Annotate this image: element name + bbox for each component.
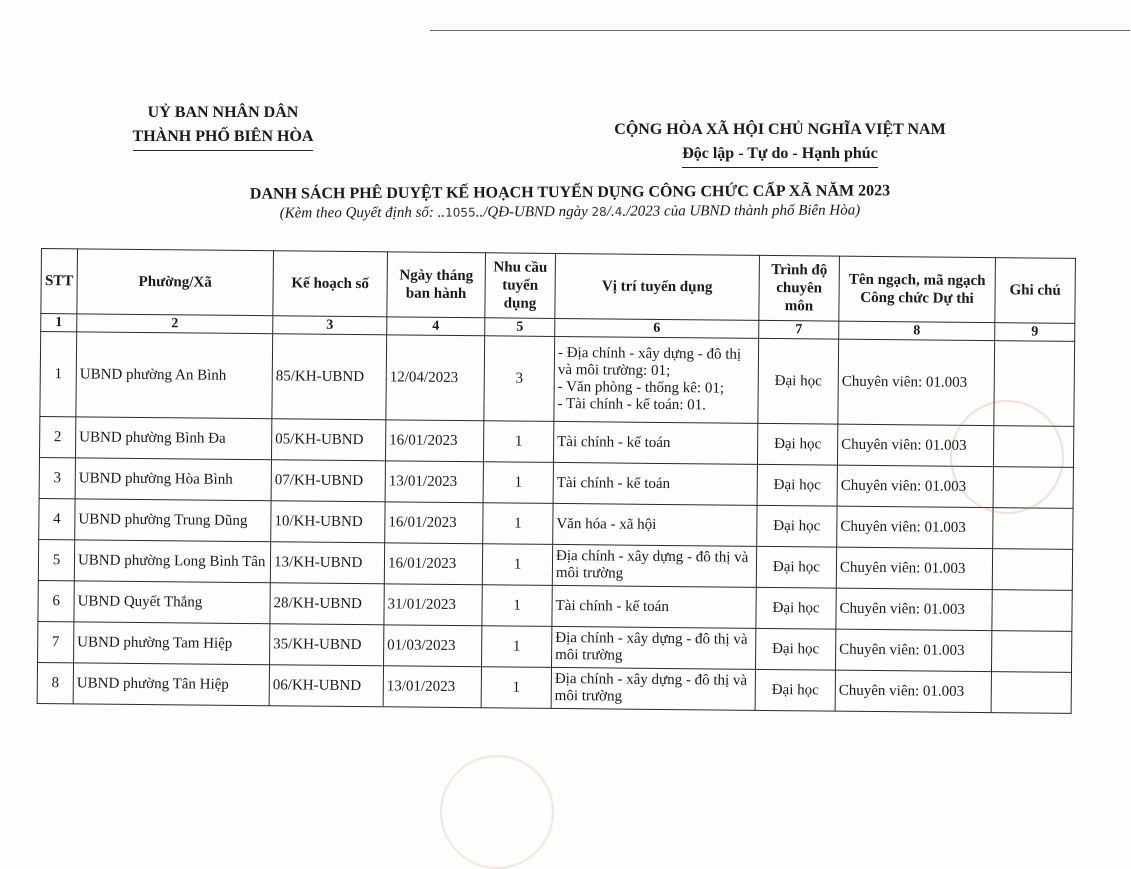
- cell-date: 12/04/2023: [386, 335, 485, 421]
- recruitment-table: [37, 248, 1076, 714]
- cell-need: 1: [482, 585, 552, 627]
- cell-position: Địa chính - xây dựng - đô thị và môi trường: [552, 544, 756, 587]
- colnum: 2: [77, 314, 273, 334]
- cell-need: 1: [483, 462, 553, 504]
- decision-number: 1055: [445, 205, 476, 220]
- cell-stt: 6: [38, 580, 74, 621]
- faded-seal-mark: [950, 400, 1064, 514]
- issuer-header: [108, 101, 338, 151]
- decision-month: 4: [614, 204, 623, 219]
- cell-ward: UBND Quyết Thắng: [74, 581, 270, 624]
- cell-need: 1: [482, 626, 552, 668]
- cell-need: 1: [483, 503, 553, 545]
- table-header-row: [41, 249, 1076, 324]
- cell-level: Đại học: [756, 546, 836, 588]
- cell-date: 13/01/2023: [385, 461, 483, 503]
- cell-note: [992, 549, 1072, 591]
- header-need: Nhu cầu tuyển dụng: [485, 253, 556, 319]
- cell-need: 1: [481, 667, 551, 709]
- cell-level: Đại học: [757, 505, 837, 547]
- cell-plan: 05/KH-UBND: [271, 419, 385, 461]
- header-position: Vị trí tuyển dụng: [555, 253, 760, 320]
- cell-position: Tài chính - kế toán: [553, 462, 757, 505]
- issuer-line-1: UỶ BAN NHÂN DÂN: [147, 104, 299, 121]
- cell-ward: UBND phường Tam Hiệp: [74, 622, 270, 665]
- cell-level: Đại học: [757, 423, 837, 465]
- faded-seal-mark-bottom: [440, 755, 554, 869]
- cell-plan: 07/KH-UBND: [271, 460, 385, 502]
- cell-plan: 10/KH-UBND: [271, 501, 385, 543]
- national-title: CỘNG HÒA XÃ HỘI CHỦ NGHĨA VIỆT NAM: [614, 121, 946, 138]
- cell-level: Đại học: [758, 338, 839, 424]
- position-line: - Tài chính - kế toán: 01.: [557, 395, 707, 414]
- colnum: 5: [485, 318, 555, 337]
- header-note: Ghi chú: [995, 258, 1076, 324]
- position-line: - Văn phòng - thống kê: 01;: [557, 378, 725, 397]
- header-level: Trình độ chuyên môn: [759, 255, 840, 321]
- cell-plan: 35/KH-UBND: [270, 624, 384, 666]
- national-header: [590, 118, 970, 168]
- cell-note: [991, 631, 1071, 673]
- cell-rank: Chuyên viên: 01.003: [837, 424, 993, 466]
- colnum: 6: [555, 318, 759, 338]
- colnum: 3: [273, 316, 387, 335]
- colnum: 4: [387, 317, 485, 336]
- cell-rank: Chuyên viên: 01.003: [836, 588, 992, 630]
- cell-stt: 4: [39, 498, 75, 539]
- colnum: 9: [995, 323, 1075, 342]
- document-title: DANH SÁCH PHÊ DUYỆT KẾ HOẠCH TUYỂN DỤNG CÔNG CHỨC CẤP XÃ NĂM 2023: [249, 182, 891, 203]
- cell-note: [991, 672, 1071, 714]
- top-rule: [430, 30, 1130, 31]
- cell-stt: 8: [37, 662, 73, 703]
- position-line: - Địa chính - xây dựng - đô thị và môi trường: 01;: [557, 344, 742, 380]
- cell-need: 1: [483, 421, 553, 463]
- cell-plan: 85/KH-UBND: [272, 334, 387, 420]
- cell-plan: 13/KH-UBND: [270, 542, 384, 584]
- table-row: [40, 332, 1075, 427]
- cell-date: 01/03/2023: [384, 625, 482, 667]
- cell-ward: UBND phường Hòa Bình: [75, 458, 271, 501]
- cell-date: 16/01/2023: [384, 543, 482, 585]
- cell-rank: Chuyên viên: 01.003: [837, 506, 993, 548]
- cell-position: Tài chính - kế toán: [553, 421, 757, 464]
- cell-rank: Chuyên viên: 01.003: [835, 629, 991, 671]
- cell-date: 31/01/2023: [384, 584, 482, 626]
- cell-stt: 7: [38, 621, 74, 662]
- colnum: 8: [839, 321, 995, 340]
- recruitment-table-wrapper: [37, 248, 1091, 714]
- decision-day: 28: [591, 204, 607, 219]
- header-stt: STT: [41, 249, 78, 314]
- cell-ward: UBND phường Long Bình Tân: [74, 540, 270, 583]
- cell-need: 1: [482, 544, 552, 586]
- national-motto: Độc lập - Tự do - Hạnh phúc: [682, 142, 878, 168]
- colnum: 1: [41, 314, 77, 332]
- issuer-line-2: THÀNH PHỐ BIÊN HÒA: [133, 125, 314, 151]
- cell-ward: UBND phường Trung Dũng: [75, 499, 271, 542]
- header-plan: Kế hoạch số: [273, 251, 388, 317]
- cell-rank: Chuyên viên: 01.003: [836, 547, 992, 589]
- cell-plan: 28/KH-UBND: [270, 583, 384, 625]
- colnum: 7: [759, 320, 839, 339]
- cell-ward: UBND phường An Bình: [76, 332, 273, 419]
- cell-need: 3: [484, 336, 555, 422]
- document-subtitle: (Kèm theo Quyết định số: ..1055../QĐ-UBND ngày 28/.4./2023 của UBND thành phố Biên Hòa): [279, 202, 861, 222]
- cell-rank: Chuyên viên: 01.003: [838, 339, 995, 425]
- header-date: Ngày tháng ban hành: [387, 252, 486, 318]
- cell-rank: Chuyên viên: 01.003: [837, 465, 993, 507]
- cell-ward: UBND phường Bình Đa: [75, 417, 271, 460]
- cell-ward: UBND phường Tân Hiệp: [73, 663, 269, 706]
- cell-position: Địa chính - xây dựng - đô thị và môi trường: [551, 626, 755, 669]
- cell-stt: 5: [38, 539, 74, 580]
- cell-date: 13/01/2023: [383, 666, 481, 708]
- table-row: [37, 662, 1071, 713]
- header-rank: Tên ngạch, mã ngạch Công chức Dự thi: [839, 256, 996, 322]
- header-ward: Phường/Xã: [77, 249, 274, 316]
- cell-level: Đại học: [755, 669, 835, 711]
- cell-level: Đại học: [755, 628, 835, 670]
- cell-date: 16/01/2023: [385, 420, 483, 462]
- cell-stt: 1: [40, 332, 77, 417]
- cell-stt: 2: [39, 416, 75, 457]
- cell-plan: 06/KH-UBND: [269, 665, 383, 707]
- cell-stt: 3: [39, 457, 75, 498]
- cell-date: 16/01/2023: [385, 502, 483, 544]
- cell-position: Văn hóa - xã hội: [553, 503, 757, 546]
- cell-position: [554, 336, 759, 423]
- cell-position: Địa chính - xây dựng - đô thị và môi trường: [551, 667, 755, 710]
- cell-level: Đại học: [756, 587, 836, 629]
- cell-position: Tài chính - kế toán: [552, 585, 756, 628]
- cell-level: Đại học: [757, 464, 837, 506]
- cell-rank: Chuyên viên: 01.003: [835, 670, 991, 712]
- cell-note: [992, 590, 1072, 632]
